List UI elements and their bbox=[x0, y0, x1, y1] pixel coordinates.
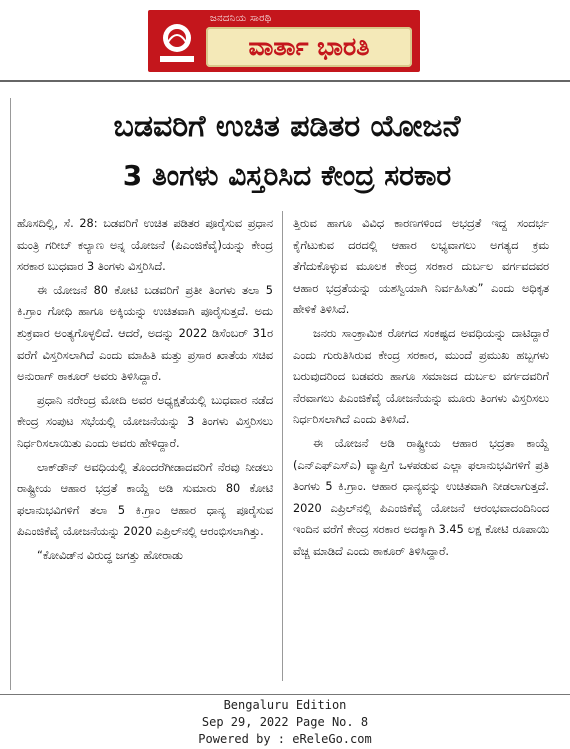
article-right-column bbox=[293, 213, 549, 693]
masthead-title-box bbox=[206, 27, 412, 67]
paragraph: ತ್ತಿರುವ ಹಾಗೂ ವಿವಿಧ ಕಾರಣಗಳಿಂದ ಅಭದ್ರತೆ ಇದ್ದ ಸಂದರ್ಭ ಕೈಗೆಟುಕುವ ದರದಲ್ಲಿ ಆಹಾರ ಲಭ್ಯವಾಗಲು ಅಗತ್ಯದ ಕ್ರಮ ತೆಗೆದುಕೊಳ್ಳುವ ಮೂಲಕ ಕೇಂದ್ರ ಸರಕಾರ ದುರ್ಬಲ ವರ್ಗವದವರ ಆಹಾರ ಭದ್ರತೆಯನ್ನು ಯಶಸ್ವಿಯಾಗಿ ನಿರ್ವಹಿಸಿತು” ಎಂದು ಅಧಿಕೃತ ಹೇಳಿಕೆ ತಿಳಿಸಿದೆ. bbox=[293, 217, 549, 317]
headline-line-2: 3 ತಿಂಗಳು ವಿಸ್ತರಿಸಿದ ಕೇಂದ್ರ ಸರಕಾರ bbox=[122, 159, 452, 192]
paragraph: ಲಾಕ್‌ಡೌನ್ ಅವಧಿಯಲ್ಲಿ ತೊಂದರೆಗೀಡಾದವರಿಗೆ ನೆರವು ನೀಡಲು ರಾಷ್ಟ್ರೀಯ ಆಹಾರ ಭದ್ರತೆ ಕಾಯ್ದೆ ಅಡಿ ಸುಮಾರು 80 ಕೋಟಿ ಫಲಾನುಭವಿಗಳಿಗೆ ತಲಾ 5 ಕಿ.ಗ್ರಾಂ ಆಹಾರ ಧಾನ್ಯ ಪೂರೈಸುವ ಪಿಎಂಜಿಕೆವೈ ಯೋಜನೆಯನ್ನು 2020 ಎಪ್ರಿಲ್‌ನಲ್ಲಿ ಆರಂಭಿಸಲಾಗಿತ್ತು. bbox=[17, 460, 273, 539]
footer-date-page: Sep 29, 2022 Page No. 8 bbox=[201, 715, 369, 729]
footer-powered-by: Powered by : eReleGo.com bbox=[198, 732, 372, 746]
article-left-column bbox=[17, 213, 273, 693]
paragraph: ಈ ಯೋಜನೆ ಅಡಿ ರಾಷ್ಟ್ರೀಯ ಆಹಾರ ಭದ್ರತಾ ಕಾಯ್ದೆ (ಎನ್‌ಎಫ್‌ಎಸ್‌ಎ) ವ್ಯಾಪ್ತಿಗೆ ಒಳಪಡುವ ಎಲ್ಲಾ ಫಲಾನುಭವಿಗಳಿಗೆ ಪ್ರತಿ ತಿಂಗಳು 5 ಕಿ.ಗ್ರಾಂ. ಆಹಾರ ಧಾನ್ಯವನ್ನು ಉಚಿತವಾಗಿ ನೀಡಲಾಗುತ್ತದೆ. 2020 ಎಪ್ರಿಲ್‌ನಲ್ಲಿ ಪಿಎಂಜಿಕೆವೈ ಯೋಜನೆ ಆರಂಭವಾದಂದಿನಿಂದ ಇಂದಿನ ವರೆಗೆ ಕೇಂದ್ರ ಸರಕಾರ ಅದಕ್ಕಾಗಿ 3.45 ಲಕ್ಷ ಕೋಟಿ ರೂಪಾಯಿ ವೆಚ್ಚ ಮಾಡಿದೆ ಎಂದು ಠಾಕೂರ್ ತಿಳಿಸಿದ್ದಾರೆ. bbox=[293, 436, 549, 558]
headline-line-1: ಬಡವರಿಗೆ ಉಚಿತ ಪಡಿತರ ಯೋಜನೆ bbox=[113, 109, 461, 144]
column-divider bbox=[282, 211, 283, 681]
paragraph: ಹೊಸದಿಲ್ಲಿ, ಸೆ. 28: ಬಡವರಿಗೆ ಉಚಿತ ಪಡಿತರ ಪೂರೈಸುವ ಪ್ರಧಾನ ಮಂತ್ರಿ ಗರೀಬ್ ಕಲ್ಯಾಣ ಅನ್ನ ಯೋಜನೆ (ಪಿಎಂಜಿಕೆವೈ)ಯನ್ನು ಕೇಂದ್ರ ಸರಕಾರ ಬುಧವಾರ 3 ತಿಂಗಳು ವಿಸ್ತರಿಸಿದೆ. bbox=[17, 217, 273, 274]
masthead-title: ವಾರ್ತಾ ಭಾರತಿ bbox=[248, 32, 370, 61]
paragraph: “ಕೋವಿಡ್‌ನ ವಿರುದ್ಧ ಜಗತ್ತು ಹೋರಾಡು bbox=[37, 548, 183, 562]
masthead bbox=[148, 10, 420, 72]
article-clipping bbox=[10, 98, 563, 690]
masthead-tagline: ಜನದನಿಯ ಸಾರಥಿ bbox=[210, 13, 272, 24]
paragraph: ಈ ಯೋಜನೆ 80 ಕೋಟಿ ಬಡವರಿಗೆ ಪ್ರತೀ ತಿಂಗಳು ತಲಾ 5 ಕಿ.ಗ್ರಾಂ ಗೋಧಿ ಹಾಗೂ ಅಕ್ಕಿಯನ್ನು ಉಚಿತವಾಗಿ ಪೂರೈಸುತ್ತದೆ. ಅದು ಶುಕ್ರವಾರ ಅಂತ್ಯಗೊಳ್ಳಲಿದೆ. ಆದರೆ, ಅದನ್ನು 2022 ಡಿಸೆಂಬರ್ 31ರ ವರೆಗೆ ವಿಸ್ತರಿಸಲಾಗಿದೆ ಎಂದು ಮಾಹಿತಿ ಮತ್ತು ಪ್ರಸಾರ ಖಾತೆಯ ಸಚಿವ ಅನುರಾಗ್ ಠಾಕೂರ್ ಅವರು ತಿಳಿಸಿದ್ದಾರೆ. bbox=[17, 283, 273, 384]
footer-divider bbox=[0, 694, 570, 695]
paragraph: ಜನರು ಸಾಂಕ್ರಾಮಿಕ ರೋಗದ ಸಂಕಷ್ಟದ ಅವಧಿಯನ್ನು ದಾಟಿದ್ದಾರೆ ಎಂದು ಗುರುತಿಸಿರುವ ಕೇಂದ್ರ ಸರಕಾರ, ಮುಂದೆ ಪ್ರಮುಖ ಹಬ್ಬಗಳು ಬರುವುದರಿಂದ ಬಡವರು ಹಾಗೂ ಸಮಾಜದ ದುರ್ಬಲ ವರ್ಗದವರಿಗೆ ನೆರವಾಗಲು ಪಿಎಂಜಿಕೆವೈ ಯೋಜನೆಯನ್ನು ಮೂರು ತಿಂಗಳು ವಿಸ್ತರಿಸಲು ನಿರ್ಧರಿಸಲಾಗಿದೆ ಎಂದು ತಿಳಿಸಿದೆ. bbox=[293, 326, 549, 427]
newspaper-emblem-icon bbox=[154, 18, 200, 66]
footer-edition: Bengaluru Edition bbox=[223, 698, 347, 712]
top-divider bbox=[0, 80, 570, 82]
paragraph: ಪ್ರಧಾನಿ ನರೇಂದ್ರ ಮೋದಿ ಅವರ ಅಧ್ಯಕ್ಷತೆಯಲ್ಲಿ ಬುಧವಾರ ನಡೆದ ಕೇಂದ್ರ ಸಂಪುಟ ಸಭೆಯಲ್ಲಿ ಯೋಜನೆಯನ್ನು 3 ತಿಂಗಳು ವಿಸ್ತರಿಸಲು ನಿರ್ಧರಿಸಲಾಯಿತು ಎಂದು ಅವರು ಹೇಳಿದ್ದಾರೆ. bbox=[17, 393, 273, 450]
